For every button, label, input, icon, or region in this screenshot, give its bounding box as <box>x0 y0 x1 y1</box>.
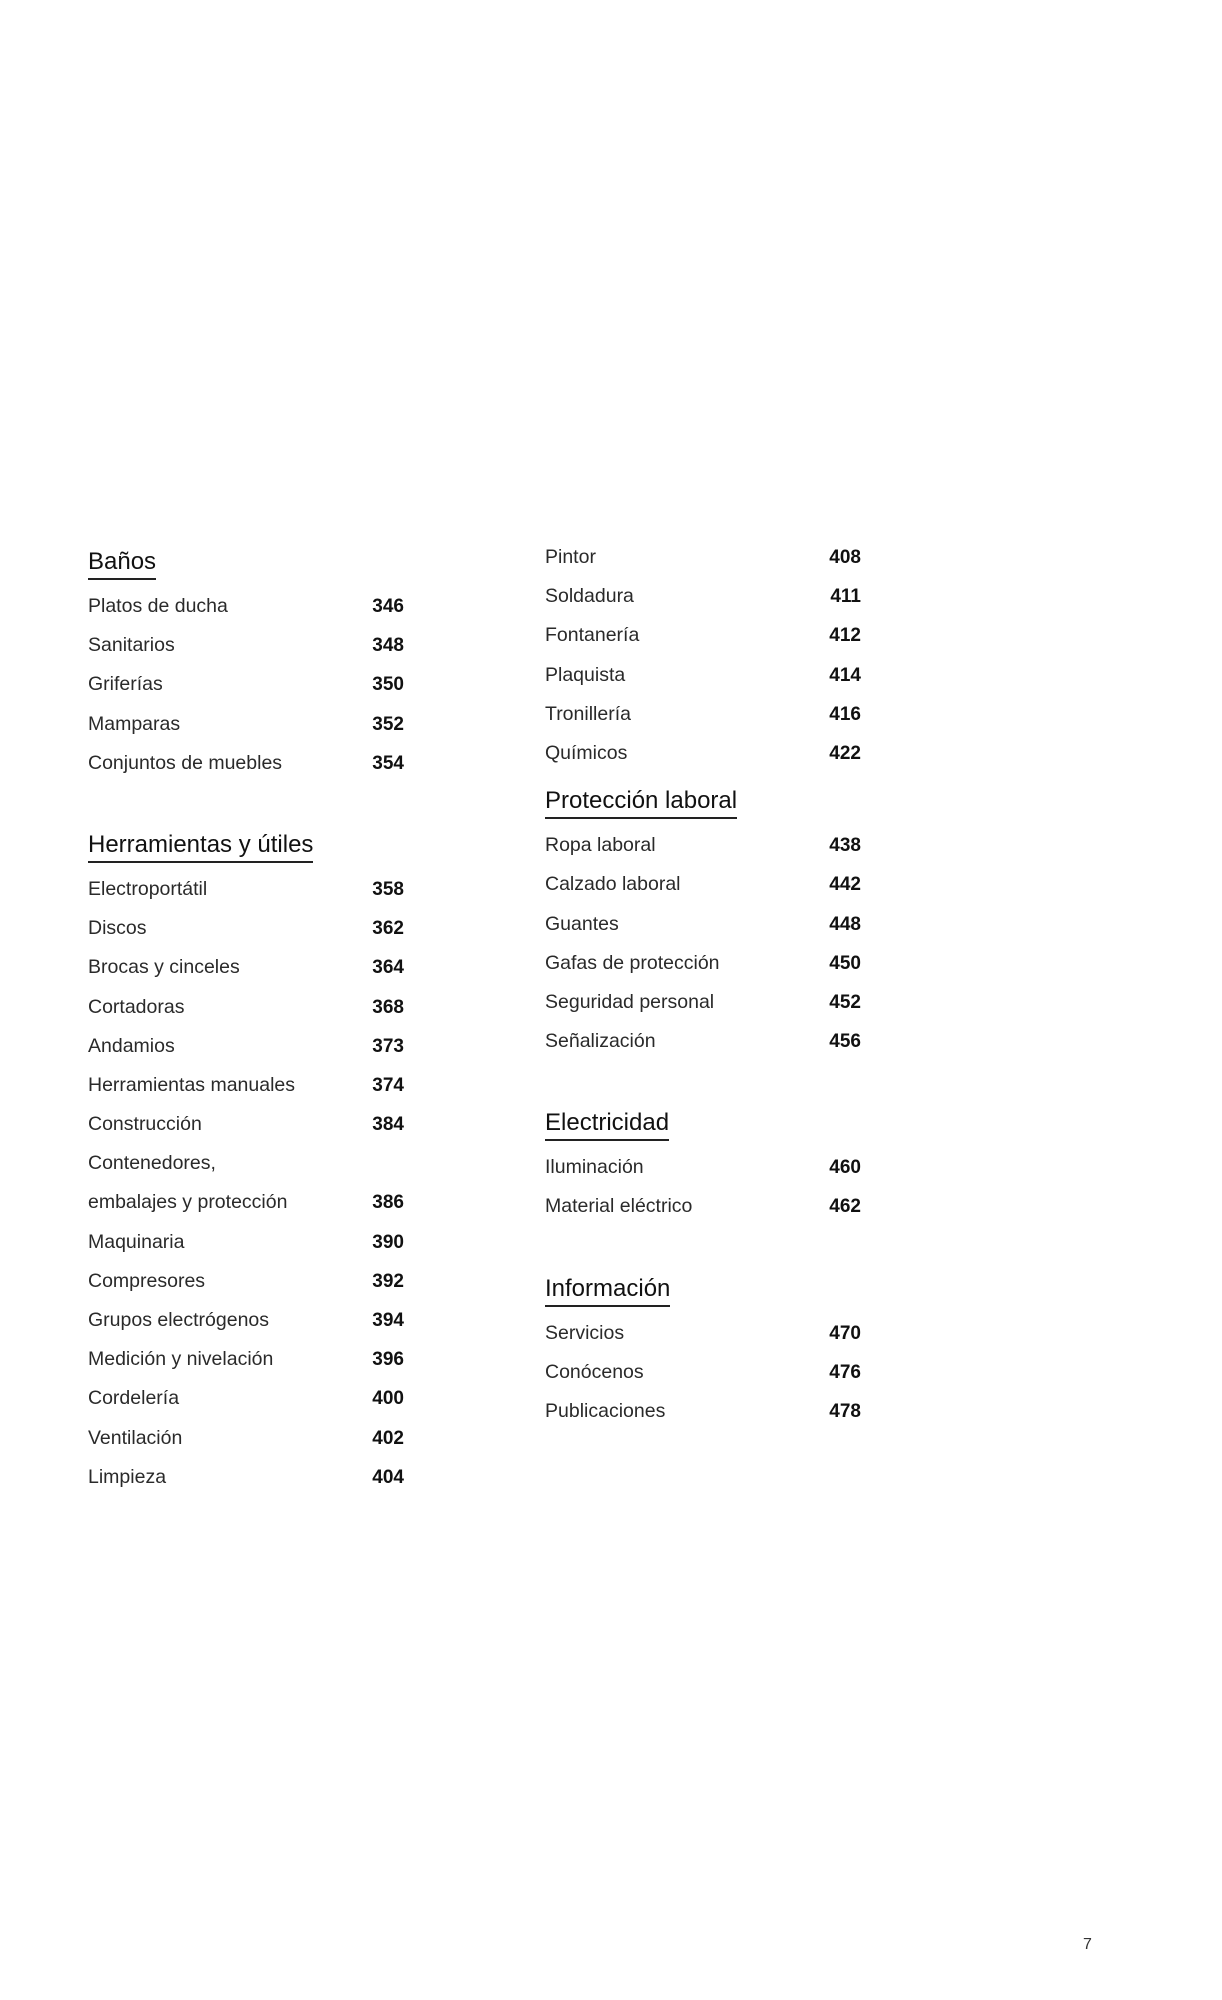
toc-list <box>88 587 404 783</box>
toc-label: Calzado laboral <box>545 873 681 896</box>
toc-label: Señalización <box>545 1030 656 1053</box>
section-banos <box>88 548 404 783</box>
toc-label: Construcción <box>88 1113 202 1136</box>
toc-page: 352 <box>372 713 404 735</box>
toc-page: 368 <box>372 996 404 1018</box>
toc-entry[interactable] <box>88 587 404 626</box>
toc-entry[interactable] <box>545 905 861 944</box>
toc-entry[interactable] <box>545 1148 861 1187</box>
toc-label: Platos de ducha <box>88 595 228 617</box>
toc-page: 402 <box>372 1427 404 1449</box>
toc-entry[interactable] <box>88 1301 404 1340</box>
toc-list-continued <box>545 538 861 773</box>
toc-label: Cordelería <box>88 1387 180 1410</box>
toc-page: 394 <box>372 1310 404 1331</box>
toc-entry[interactable] <box>88 1066 404 1105</box>
toc-label: Publicaciones <box>545 1400 666 1422</box>
toc-page: 416 <box>829 703 861 725</box>
left-column <box>88 548 404 1545</box>
toc-page: 476 <box>829 1361 861 1383</box>
toc-page: 392 <box>372 1270 404 1292</box>
toc-entry[interactable] <box>88 1262 404 1301</box>
toc-entry[interactable] <box>88 1027 404 1066</box>
toc-entry[interactable] <box>545 538 861 577</box>
toc-page: 358 <box>372 878 404 900</box>
section-heading: Información <box>545 1275 670 1307</box>
toc-label: Ropa laboral <box>545 834 656 857</box>
toc-entry[interactable] <box>88 988 404 1027</box>
toc-page: 400 <box>372 1388 404 1410</box>
section-heading: Herramientas y útiles <box>88 831 313 863</box>
toc-label: Tronillería <box>545 702 631 725</box>
toc-label: Herramientas manuales <box>88 1073 296 1096</box>
toc-page: 422 <box>829 742 861 764</box>
toc-page: 390 <box>372 1231 404 1253</box>
toc-label: Seguridad personal <box>545 990 715 1013</box>
toc-entry[interactable] <box>88 744 404 783</box>
toc-page: 384 <box>372 1114 404 1136</box>
toc-page: 450 <box>829 952 861 974</box>
toc-page: 386 <box>372 1192 404 1214</box>
toc-entry[interactable] <box>545 1022 861 1061</box>
toc-page: 373 <box>372 1035 404 1057</box>
toc-label: Soldadura <box>545 585 634 608</box>
toc-page: 456 <box>829 1031 861 1053</box>
toc-entry[interactable] <box>88 626 404 665</box>
toc-entry[interactable] <box>545 1353 861 1392</box>
toc-entry[interactable] <box>88 1419 404 1458</box>
toc-page: 346 <box>372 596 404 617</box>
toc-label: Cortadoras <box>88 995 185 1018</box>
toc-label: Conjuntos de muebles <box>88 751 283 774</box>
toc-entry[interactable] <box>88 909 404 948</box>
toc-entry[interactable] <box>545 1392 861 1431</box>
toc-label: Limpieza <box>88 1465 167 1488</box>
toc-page: 348 <box>372 635 404 657</box>
toc-label: Mamparas <box>88 712 181 735</box>
toc-entry[interactable] <box>545 944 861 983</box>
toc-page: 414 <box>829 664 861 686</box>
toc-entry[interactable] <box>88 1144 404 1183</box>
toc-entry[interactable] <box>88 948 404 987</box>
toc-entry[interactable] <box>545 826 861 865</box>
toc-label: Maquinaria <box>88 1230 185 1253</box>
toc-entry[interactable] <box>88 1458 404 1497</box>
toc-label: Guantes <box>545 912 619 935</box>
section-informacion <box>545 1275 861 1432</box>
toc-label: Electroportátil <box>88 877 208 900</box>
section-proteccion-laboral <box>545 787 861 1061</box>
toc-list <box>88 870 404 1497</box>
toc-entry[interactable] <box>88 870 404 909</box>
toc-label: Griferías <box>88 673 163 696</box>
toc-page: 408 <box>829 547 861 568</box>
toc-page: 396 <box>372 1349 404 1371</box>
toc-entry[interactable] <box>88 1105 404 1144</box>
toc-entry[interactable] <box>545 656 861 695</box>
toc-entry[interactable] <box>88 1340 404 1379</box>
right-column <box>545 548 861 1479</box>
toc-list <box>545 826 861 1061</box>
toc-page: 478 <box>829 1401 861 1422</box>
toc-label: Plaquista <box>545 663 626 686</box>
toc-entry[interactable] <box>88 1223 404 1262</box>
toc-label: Ventilación <box>88 1426 183 1449</box>
toc-entry[interactable] <box>545 1314 861 1353</box>
toc-list <box>545 1314 861 1432</box>
section-herramientas <box>88 831 404 1497</box>
section-electricidad <box>545 1109 861 1226</box>
toc-label: Material eléctrico <box>545 1195 693 1218</box>
toc-page: 470 <box>829 1322 861 1344</box>
toc-page: 438 <box>829 835 861 857</box>
toc-label: Gafas de protección <box>545 951 720 974</box>
section-heading: Protección laboral <box>545 787 737 819</box>
toc-entry[interactable] <box>88 1183 404 1222</box>
toc-page: 462 <box>829 1196 861 1218</box>
toc-page: 411 <box>830 586 861 608</box>
toc-page: 452 <box>829 991 861 1013</box>
toc-label: Andamios <box>88 1034 175 1057</box>
toc-entry[interactable] <box>545 983 861 1022</box>
toc-entry[interactable] <box>545 865 861 904</box>
toc-label: Servicios <box>545 1321 625 1344</box>
toc-label: embalajes y protección <box>88 1191 288 1214</box>
toc-entry[interactable] <box>545 1187 861 1226</box>
toc-label: Compresores <box>88 1269 206 1292</box>
toc-page: 350 <box>372 674 404 696</box>
toc-page: 442 <box>829 874 861 896</box>
toc-page: 448 <box>829 913 861 935</box>
toc-label: Contenedores, <box>88 1152 216 1175</box>
toc-entry[interactable] <box>88 1379 404 1418</box>
toc-list <box>545 1148 861 1226</box>
toc-label: Químicos <box>545 741 628 764</box>
toc-page: 364 <box>372 957 404 979</box>
toc-label: Discos <box>88 917 147 940</box>
toc-label: Fontanería <box>545 624 640 647</box>
page-number: 7 <box>1083 1936 1092 1953</box>
toc-page: 460 <box>829 1157 861 1179</box>
toc-entry[interactable] <box>88 665 404 704</box>
toc-page: 354 <box>372 752 404 774</box>
toc-label: Iluminación <box>545 1156 644 1179</box>
toc-label: Pintor <box>545 546 596 568</box>
section-heading: Baños <box>88 548 156 580</box>
section-heading: Electricidad <box>545 1109 669 1141</box>
toc-page: 374 <box>372 1074 404 1096</box>
toc-label: Sanitarios <box>88 634 175 657</box>
toc-page: 362 <box>372 918 404 940</box>
toc-label: Conócenos <box>545 1360 644 1383</box>
toc-entry[interactable] <box>545 695 861 734</box>
toc-label: Medición y nivelación <box>88 1348 274 1371</box>
toc-page: 412 <box>829 625 861 647</box>
toc-entry[interactable] <box>545 616 861 655</box>
toc-page: 404 <box>372 1466 404 1488</box>
toc-entry[interactable] <box>88 705 404 744</box>
toc-entry[interactable] <box>545 577 861 616</box>
toc-label: Grupos electrógenos <box>88 1309 270 1331</box>
toc-label: Brocas y cinceles <box>88 956 240 979</box>
toc-entry[interactable] <box>545 734 861 773</box>
